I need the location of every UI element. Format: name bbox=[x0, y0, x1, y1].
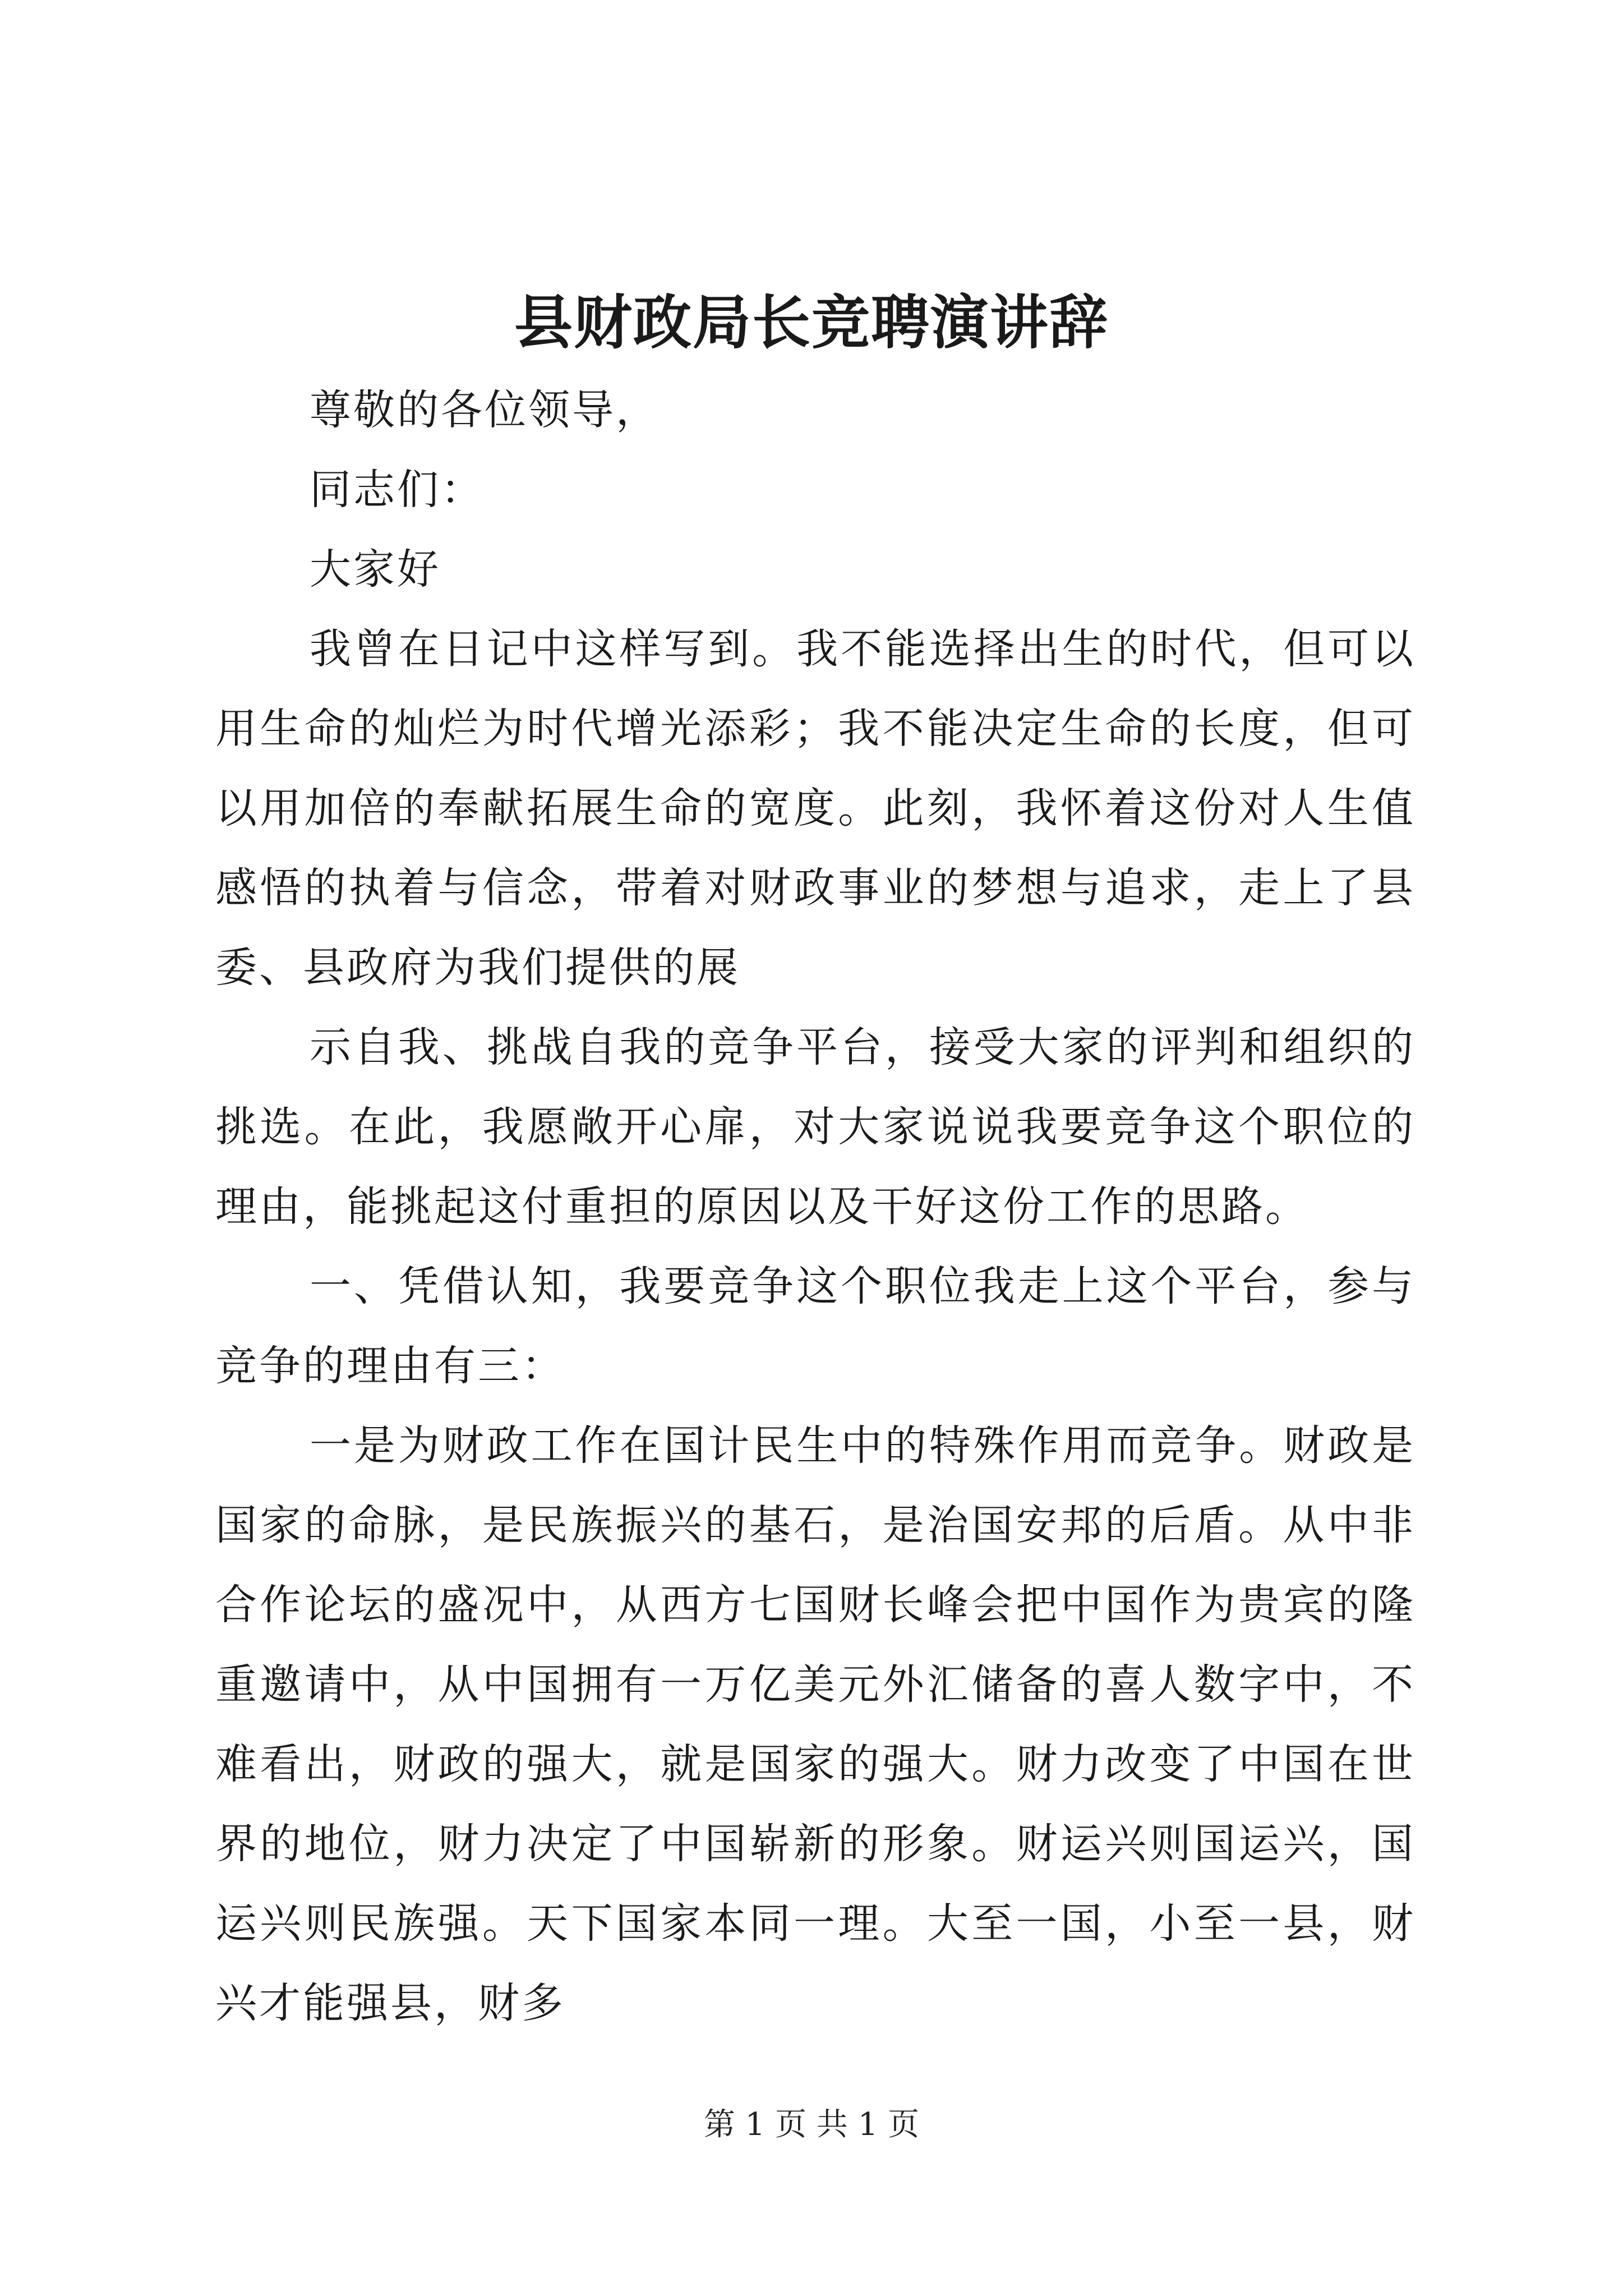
paragraph-greeting: 大家好 bbox=[310, 545, 441, 593]
document-title: 县财政局长竞聘演讲辞 bbox=[514, 288, 1109, 357]
paragraph-section-one: 一、凭借认知，我要竞争这个职位我走上这个平台，参与竞争的理由有三： bbox=[215, 1262, 1415, 1390]
paragraph-salutation-leaders: 尊敬的各位领导， bbox=[310, 386, 660, 434]
paragraph-finance-role: 一是为财政工作在国计民生中的特殊作用而竞争。财政是国家的命脉，是民族振兴的基石，是治国安邦的后盾。从中非合作论坛的盛况中，从西方七国财长峰会把中国作为贵宾的隆重邀请中，从中国拥有一万亿美元外汇储备的喜人数字中，不难看出，财政的强大，就是国家的强大。财力改变了中国在世界的地位，财力决定了中国崭新的形象。财运兴则国运兴，国运兴则民族强。天下国家本同一理。大至一国，小至一县，财兴才能强县，财多 bbox=[215, 1421, 1415, 2027]
document-body bbox=[215, 370, 1415, 2043]
paragraph-salutation-comrades: 同志们： bbox=[310, 466, 485, 514]
paragraph-platform: 示自我、挑战自我的竞争平台，接受大家的评判和组织的挑选。在此，我愿敞开心扉，对大家说说我要竞争这个职位的理由，能挑起这付重担的原因以及干好这份工作的思路。 bbox=[215, 1023, 1415, 1231]
paragraph-diary: 我曾在日记中这样写到。我不能选择出生的时代，但可以用生命的灿烂为时代增光添彩；我不能决定生命的长度，但可以用加倍的奉献拓展生命的宽度。此刻，我怀着这份对人生值感悟的执着与信念，带着对财政事业的梦想与追求，走上了县委、县政府为我们提供的展 bbox=[215, 625, 1415, 992]
page-footer: 第 1 页 共 1 页 bbox=[703, 2106, 920, 2143]
